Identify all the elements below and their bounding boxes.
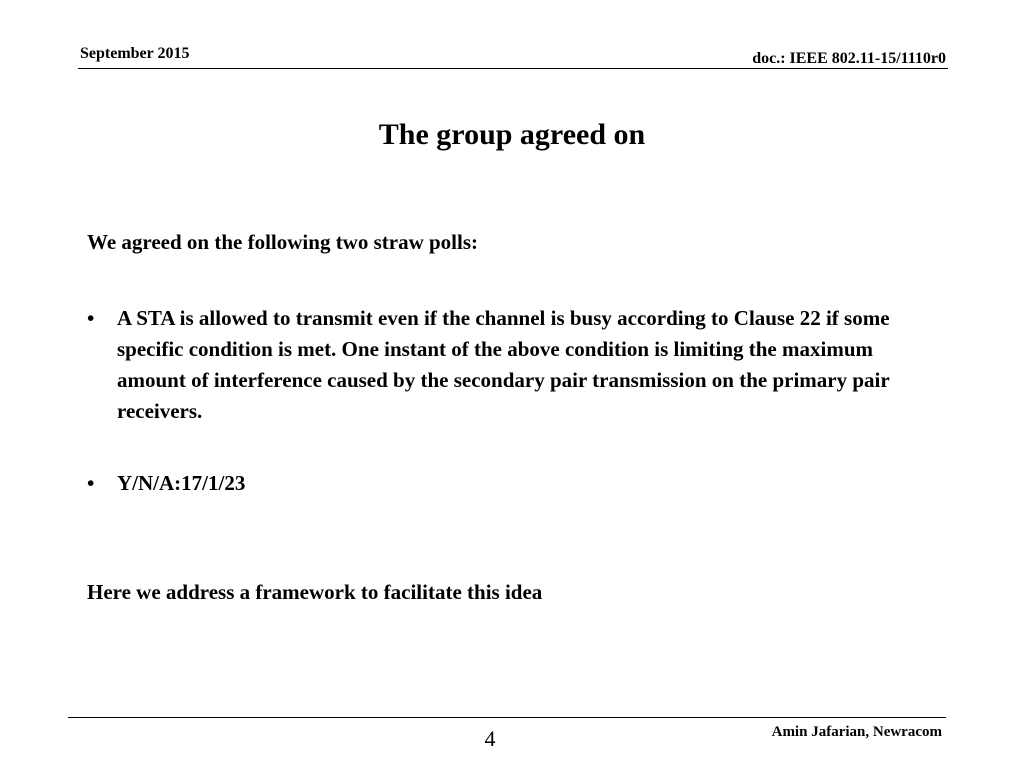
closing-text: Here we address a framework to facilitate this idea (87, 580, 543, 604)
header-date: September 2015 (80, 45, 190, 62)
header-divider (78, 68, 948, 69)
bullet-item (87, 468, 917, 499)
bullet-text: A STA is allowed to transmit even if the channel is busy according to Clause 22 if some specific condition is met. One instant of the above condition is limiting the maximum amount of interference caused by the secondary pair transmission on the primary pair receivers. (117, 306, 890, 423)
slide-title: The group agreed on (378, 118, 646, 151)
bullet-item (87, 303, 917, 427)
footer-author: Amin Jafarian, Newracom (771, 724, 942, 740)
page-number: 4 (484, 726, 496, 751)
bullet-marker: • (87, 471, 95, 495)
footer-divider (68, 717, 946, 718)
header-doc-id: doc.: IEEE 802.11-15/1110r0 (752, 50, 946, 67)
bullet-marker: • (87, 306, 95, 330)
intro-text: We agreed on the following two straw polls: (87, 230, 479, 254)
bullet-text: Y/N/A:17/1/23 (117, 471, 246, 495)
